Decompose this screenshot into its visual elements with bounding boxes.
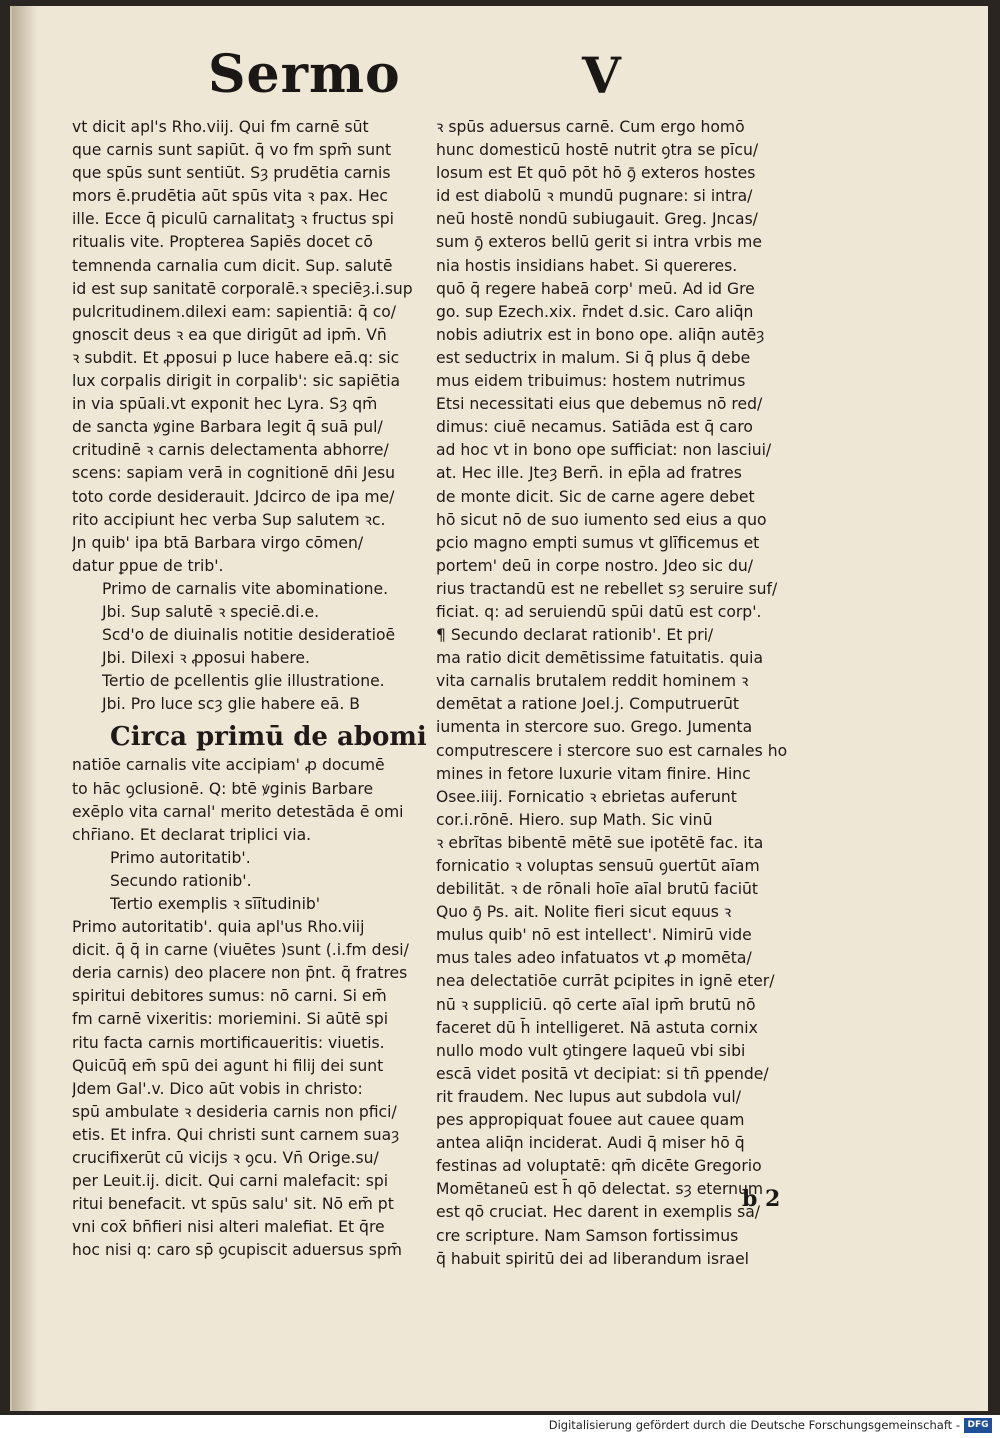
text-line: Osee.iiij. Fornicatio ꝛ ebrietas auferunt: [436, 787, 737, 806]
text-line: mus eidem tribuimus: hostem nutrimus: [436, 372, 746, 391]
text-line: portem' deū in corpe nostro. Jdeo sic du/: [436, 556, 753, 575]
text-line: demētat a ratione Joel.j. Computruerūt: [436, 695, 739, 714]
text-line: nia hostis insidians habet. Si quereres.: [436, 256, 738, 275]
text-line: mines in fetore luxurie vitam finire. Hinc: [436, 764, 751, 783]
text-line: ꝑcio magno empti sumus vt glīficemus et: [436, 533, 760, 552]
text-line: ritui benefacit. vt spūs salu' sit. Nō em̄ pt: [72, 1195, 394, 1214]
text-line: hō sicut nō de suo iumento sed eius a quo: [436, 510, 767, 529]
text-line: Jdem Gal'.v. Dico aūt vobis in christo:: [72, 1079, 363, 1098]
text-line: per Leuit.ij. dicit. Qui carni malefacit: spi: [72, 1172, 389, 1191]
text-line: neū hostē nondū subiugauit. Greg. Jncas/: [436, 210, 758, 229]
text-line: Jbi. Dilexi ꝛ ꝓposui habere.: [102, 649, 310, 668]
text-line: que spūs sunt sentiūt. Sȝ prudētia carnis: [72, 164, 391, 183]
footer-bar: [0, 1415, 1000, 1438]
text-line: deria carnis) deo placere non p̄nt. q̄ fratres: [72, 964, 408, 983]
text-line: q̄ habuit spiritū dei ad liberandum israel: [436, 1249, 750, 1268]
text-line: Primo autoritatib'.: [110, 848, 251, 867]
footer-credit: Digitalisierung gefördert durch die Deutsche Forschungsgemeinschaft -: [548, 1418, 960, 1432]
text-line: Primo autoritatib'. quia apl'us Rho.viij: [72, 918, 365, 937]
text-line: chr̄iano. Et declarat triplici via.: [72, 825, 312, 844]
text-line: quō q̄ regere habeā corp' meū. Ad id Gre: [436, 279, 755, 298]
text-line: ille. Ecce q̄ piculū carnalitatꝫ ꝛ fructus spi: [72, 210, 394, 229]
text-line: Tertio de ꝑcellentis glie illustratione.: [102, 672, 385, 691]
text-line: scens: sapiam verā in cognitionē dn̄i Jesu: [72, 464, 395, 483]
text-line: hoc nisi q: caro sp̄ ꝯcupiscit aduersus spm̄: [72, 1241, 402, 1260]
text-line: ad hoc vt in bono ope sufficiat: non lasciui/: [436, 441, 772, 460]
text-line: vni cox̄ bn̄fieri nisi alteri malefiat. Et q̄re: [72, 1218, 385, 1237]
text-line: ꝛ subdit. Et ꝓposui p luce habere eā.q: sic: [72, 348, 400, 367]
text-line: pes appropiquat fouee aut cauee quam: [436, 1111, 745, 1130]
text-line: nea delectatiōe currāt ꝑcipites in ignē eter/: [436, 972, 775, 991]
text-line: gnoscit deus ꝛ ea que dirigūt ad ipm̄. Vn̄: [72, 325, 387, 344]
text-line: antea aliq̄n inciderat. Audi q̄ miser hō q̄: [436, 1134, 745, 1153]
text-line: ritu facta carnis mortificaueritis: viuetis.: [72, 1033, 385, 1052]
text-line: cor.i.rōnē. Hiero. sup Math. Sic vinū: [436, 810, 713, 829]
text-line: spiritui debitores sumus: nō carni. Si em̄: [72, 987, 387, 1006]
text-line: lux corpalis dirigit in corpalib': sic sapiētia: [72, 372, 401, 391]
section-heading: Circa primū de abomi: [110, 722, 427, 753]
text-line: id est sup sanitatē corporalē.ꝛ speciēȝ.i.sup: [72, 279, 413, 298]
text-line: Tertio exemplis ꝛ sīītudinib': [110, 895, 321, 913]
text-line: spū ambulate ꝛ desideria carnis non pfici/: [72, 1102, 397, 1121]
text-line: nū ꝛ suppliciū. qō certe aīal ipm̄ brutū nō: [436, 995, 756, 1014]
text-line: Momētaneū est h̄ qō delectat. sȝ eternum: [436, 1180, 764, 1199]
text-line: at. Hec ille. Jteȝ Bern̄. in ep̄la ad fratres: [436, 464, 742, 483]
text-line: ritualis vite. Propterea Sapiēs docet cō: [72, 233, 373, 252]
signature-mark: b 2: [742, 1186, 781, 1212]
text-line: Etsi necessitati eius que debemus nō red/: [436, 395, 763, 414]
text-line: datur ꝑpue de trib'.: [72, 556, 224, 575]
text-line: Quicūq̄ em̄ spū dei agunt hi filij dei sunt: [72, 1056, 384, 1075]
text-line: mors ē.prudētia aūt spūs vita ꝛ pax. Hec: [72, 187, 388, 206]
left-column-paragraph-2: [72, 754, 442, 846]
folio-letter: V: [582, 46, 621, 105]
text-line: est qō cruciat. Hec darent in exemplis sa/: [436, 1203, 761, 1222]
text-line: in via spūali.vt exponit hec Lyra. Sȝ qm̄: [72, 395, 378, 414]
text-line: id est diabolū ꝛ mundū pugnare: si intra/: [436, 187, 753, 206]
text-line: ꝛ ebrītas bibentē mētē sue ipotētē fac. ita: [436, 833, 764, 852]
text-line: temnenda carnalia cum dicit. Sup. salutē: [72, 256, 393, 275]
text-line: exēplo vita carnal' merito detestāda ē omi: [72, 802, 404, 821]
text-line: dimus: ciuē necamus. Satiāda est q̄ caro: [436, 418, 753, 437]
text-line: natiōe carnalis vite accipiam' ꝓ documē: [72, 756, 385, 775]
text-line: pulcritudinem.dilexi eam: sapientiā: q̄ co/: [72, 302, 397, 321]
text-line: ¶ Secundo declarat rationib'. Et pri/: [436, 626, 714, 645]
text-line: ficiat. q: ad seruiendū spūi datū est corp'.: [436, 602, 762, 621]
text-line: critudinē ꝛ carnis delectamenta abhorre/: [72, 441, 389, 460]
text-line: nullo modo vult ꝯtingere laqueū vbi sibi: [436, 1041, 746, 1060]
text-line: de sancta ꝟgine Barbara legit q̄ suā pul/: [72, 418, 383, 437]
dfg-logo: DFG: [964, 1418, 992, 1433]
text-line: go. sup Ezech.xix. r̄ndet d.sic. Caro aliq̄n: [436, 302, 754, 321]
text-line: mulus quib' nō est intellect'. Nimirū vide: [436, 926, 752, 945]
text-line: etis. Et infra. Qui christi sunt carnem suaȝ: [72, 1125, 400, 1144]
text-line: rit fraudem. Nec lupus aut subdola vul/: [436, 1087, 742, 1106]
left-column: [72, 116, 442, 1263]
text-line: hunc domesticū hostē nutrit ꝯtra se pīcu/: [436, 141, 759, 160]
text-line: toto corde desiderauit. Jdcirco de ipa me/: [72, 487, 395, 506]
text-line: Jbi. Pro luce scȝ glie habere eā. B: [102, 695, 360, 714]
running-head: Sermo: [208, 44, 401, 105]
text-line: dicit. q̄ q̄ in carne (viuētes )sunt (.i.fm desi/: [72, 941, 409, 960]
right-column: [436, 116, 806, 1271]
right-column-text: [436, 116, 806, 1271]
text-line: Scd'o de diuinalis notitie desideratioē: [102, 626, 396, 645]
text-line: est seductrix in malum. Si q̄ plus q̄ debe: [436, 348, 751, 367]
text-line: sum ꝯ̄ exteros bellū gerit si intra vrbis me: [436, 233, 762, 252]
text-line: faceret dū h̄ intelligeret. Nā astuta cornix: [436, 1018, 758, 1037]
text-line: fm carnē vixeritis: moriemini. Si aūtē spi: [72, 1010, 389, 1029]
text-line: Quo ꝯ̄ Ps. ait. Nolite fieri sicut equus ꝛ: [436, 903, 732, 922]
gutter-shadow: [12, 6, 38, 1411]
book-page: [10, 6, 988, 1411]
left-column-paragraph-3: [72, 916, 442, 1262]
left-points: [72, 578, 442, 717]
text-line: to hāc ꝯclusionē. Q: btē ꝟginis Barbare: [72, 779, 374, 798]
text-line: ꝛ spūs aduersus carnē. Cum ergo homō: [436, 118, 745, 136]
text-line: Primo de carnalis vite abominatione.: [102, 579, 389, 598]
text-line: nobis adiutrix est in bono ope. aliq̄n autēȝ: [436, 325, 765, 344]
text-line: Jbi. Sup salutē ꝛ speciē.di.e.: [102, 602, 320, 621]
text-line: escā videt positā vt decipiat: si tn̄ ꝑpende/: [436, 1064, 769, 1083]
text-line: rius tractandū est ne rebellet sȝ seruire suf/: [436, 579, 778, 598]
text-line: ma ratio dicit demētissime fatuitatis. quia: [436, 649, 764, 668]
text-line: debilitāt. ꝛ de rōnali hoīe aīal brutū faciūt: [436, 880, 759, 899]
left-column-paragraph-1: [72, 116, 442, 578]
text-line: rito accipiunt hec verba Sup salutem ꝛc.: [72, 510, 386, 529]
text-line: fornicatio ꝛ voluptas sensuū ꝯuertūt aīam: [436, 857, 760, 875]
text-line: crucifixerūt cū vicijs ꝛ ꝯcu. Vn̄ Orige.su/: [72, 1149, 379, 1168]
text-line: Secundo rationib'.: [110, 871, 252, 890]
text-line: losum est Et quō pōt hō ꝯ̄ exteros hostes: [436, 164, 756, 183]
text-line: computrescere i stercore suo est carnales ho: [436, 741, 788, 760]
left-list: [72, 847, 442, 916]
text-line: de monte dicit. Sic de carne agere debet: [436, 487, 755, 506]
text-line: cre scripture. Nam Samson fortissimus: [436, 1226, 739, 1245]
text-line: festinas ad voluptatē: qm̄ dicēte Gregorio: [436, 1157, 762, 1176]
text-line: mus tales adeo infatuatos vt ꝓ momēta/: [436, 949, 752, 968]
text-line: que carnis sunt sapiūt. q̄ vo fm spm̄ sunt: [72, 141, 392, 160]
text-line: vt dicit apl's Rho.viij. Qui fm carnē sūt: [72, 118, 369, 136]
text-line: iumenta in stercore suo. Grego. Jumenta: [436, 718, 753, 737]
text-line: Jn quib' ipa btā Barbara virgo cōmen/: [72, 533, 364, 552]
text-line: vita carnalis brutalem reddit hominem ꝛ: [436, 672, 749, 691]
